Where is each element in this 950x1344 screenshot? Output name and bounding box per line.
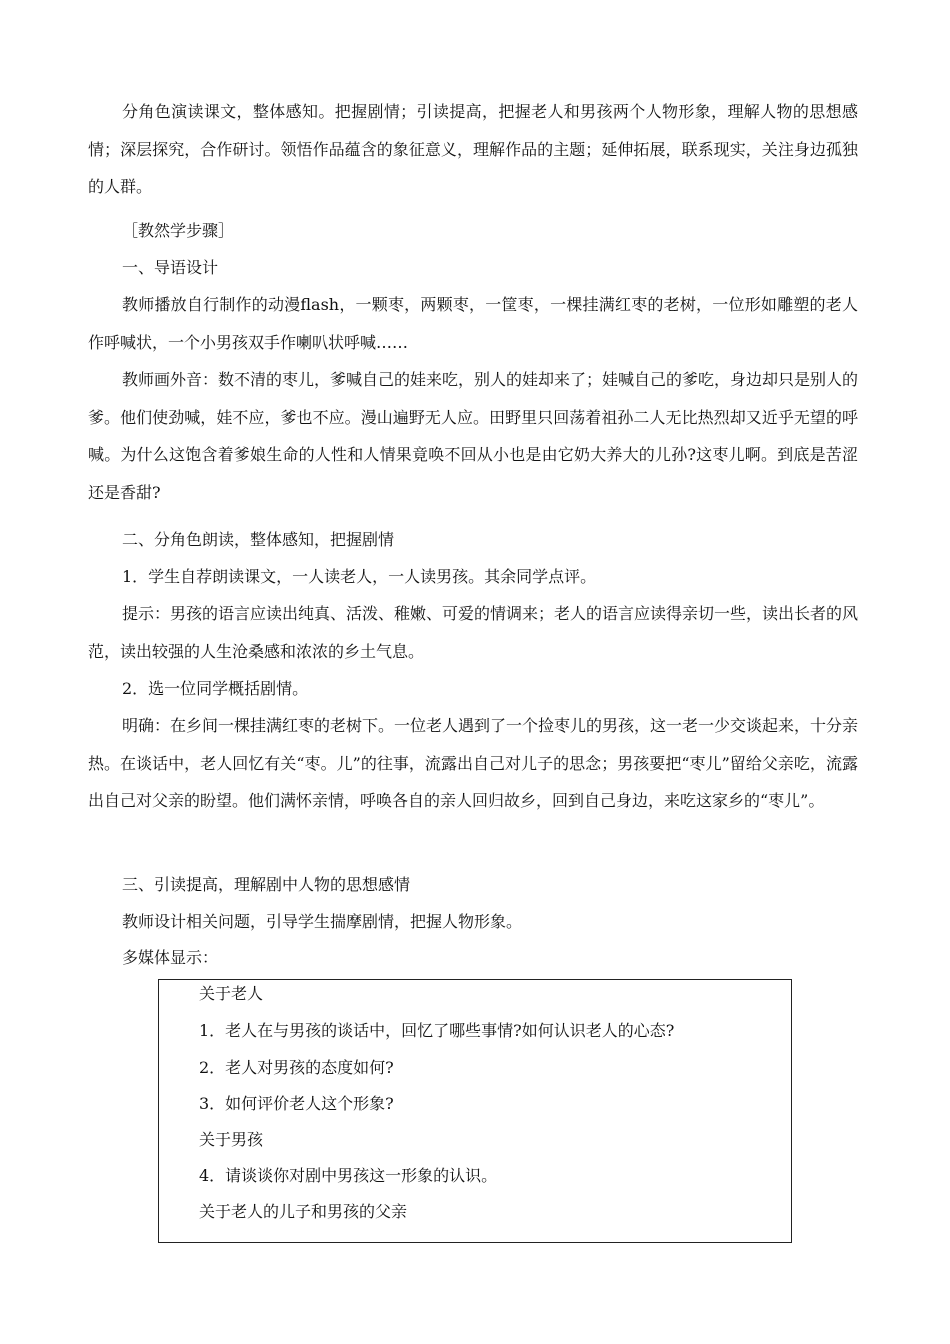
section-2-answer: 明确：在乡间一棵挂满红枣的老树下。一位老人遇到了一个捡枣儿的男孩，这一老一少交谈起来，十分亲热。在谈话中，老人回忆有关“枣。儿”的往事，流露出自己对儿子的思念；男孩要把“枣儿”留给父亲吃，流露出自己对父亲的盼望。他们满怀亲情，呼唤各自的亲人回归故乡，回到自己身边，来吃这家乡的“枣儿”。	[88, 716, 859, 810]
section-1-heading: 一、导语设计	[122, 258, 219, 277]
box-question-1: 1．老人在与男孩的谈话中，回忆了哪些事情?如何认识老人的心态?	[199, 1021, 675, 1040]
section-3-paragraph-1: 教师设计相关问题，引导学生揣摩剧情，把握人物形象。	[122, 912, 523, 931]
intro-paragraph: 分角色演读课文，整体感知。把握剧情；引读提高，把握老人和男孩两个人物形象，理解人物的思想感情；深层探究，合作研讨。领悟作品蕴含的象征意义，理解作品的主题；延伸拓展，联系现实，关注身边孤独的人群。	[88, 102, 858, 196]
section-3-paragraph-2: 多媒体显示：	[122, 948, 219, 967]
section-2-item-1: 1．学生自荐朗读课文，一人读老人，一人读男孩。其余同学点评。	[122, 567, 597, 586]
section-1-paragraph-2: 教师画外音：数不清的枣儿，爹喊自己的娃来吃，别人的娃却来了；娃喊自己的爹吃，身边却只是别人的爹。他们使劲喊，娃不应，爹也不应。漫山遍野无人应。田野里只回荡着祖孙二人无比热烈却又近乎无望的呼喊。为什么这饱含着爹娘生命的人性和人情果竟唤不回从小也是由它奶大养大的儿孙?这枣儿啊。到底是苦涩还是香甜?	[88, 370, 859, 502]
box-question-4: 4．请谈谈你对剧中男孩这一形象的认识。	[199, 1166, 498, 1185]
steps-heading: ［教然学步骤］	[122, 221, 235, 240]
box-question-2: 2．老人对男孩的态度如何?	[199, 1058, 394, 1077]
box-question-3: 3．如何评价老人这个形象?	[199, 1094, 394, 1113]
box-heading-old-man: 关于老人	[199, 984, 264, 1003]
section-2-heading: 二、分角色朗读，整体感知，把握剧情	[122, 530, 395, 549]
multimedia-question-box	[158, 979, 792, 1243]
box-heading-boy: 关于男孩	[199, 1130, 264, 1149]
section-1-paragraph-1: 教师播放自行制作的动漫flash，一颗枣，两颗枣，一筐枣，一棵挂满红枣的老树，一位形如雕塑的老人作呼喊状，一个小男孩双手作喇叭状呼喊……	[88, 295, 858, 352]
section-2-hint: 提示：男孩的语言应读出纯真、活泼、稚嫩、可爱的情调来；老人的语言应读得亲切一些，读出长者的风范，读出较强的人生沧桑感和浓浓的乡土气息。	[88, 604, 859, 661]
section-3-heading: 三、引读提高，理解剧中人物的思想感情	[122, 875, 411, 894]
section-2-item-2: 2．选一位同学概括剧情。	[122, 679, 309, 698]
box-heading-son-and-father: 关于老人的儿子和男孩的父亲	[199, 1202, 408, 1221]
